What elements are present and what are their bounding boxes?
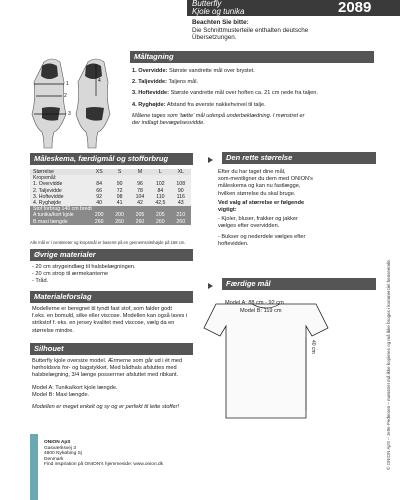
para-line: Efter du har taget dine mål, [218,169,286,175]
cell: 43 [177,199,184,206]
section-title-faerdige-maal: Færdige mål [222,278,376,290]
cell: 210 [176,212,186,219]
measure-label: 1. Overvidde: [132,68,168,74]
table-row [30,219,191,225]
cell: 116 [176,193,185,200]
footer-stripe [30,434,38,500]
text-line: f.eks. en bomuld, silke eller viscose. Modellen kan også laves i [32,313,188,320]
silhouet-text [32,358,202,411]
size-table [30,169,191,225]
para-line: hvilken størrelse du skal bruge. [218,190,296,197]
row-label: A tunika/kort kjole [33,212,74,219]
cell: 66 [96,187,103,194]
cell: 110 [156,193,165,200]
cell: 260 [135,218,145,225]
cell: 92 [96,193,103,200]
section-title-maaltagning: Måltagning [130,51,374,63]
cell: 90 [116,181,123,188]
cell: 205 [135,212,145,219]
body-figures [30,52,122,162]
table-header: Størrelse [33,169,55,175]
bullet-line: hoftevidden. [218,240,249,247]
cell: 72 [116,187,123,194]
note-line: Målene tages som 'tætte' mål udenpå underbeklædning. I mønstret er [132,112,305,119]
city: 4800 Nykøbing Sj [44,451,82,457]
table-header: L [158,169,162,175]
cell: 42 [137,199,143,206]
section-title-rette-stoerrelse: Den rette størrelse [222,152,376,164]
arrow-icon [208,157,213,163]
arrow-icon [208,283,213,289]
cell: 102 [156,181,165,188]
company-name: ONION ApS [44,440,71,445]
country: Denmark [44,456,64,462]
cell: 84 [96,181,103,188]
note-line: der indlagt bevægelsesvidde. [132,120,205,127]
text-line: hørholdsvis for- og bagstykket. Med bådhals afsluttes med [32,365,177,372]
maaltagning-list [132,68,377,127]
cell: 96 [137,181,143,188]
bullet-line: - Kjoler, bluser, frakker og jakker [218,216,298,223]
cell: 40 [96,199,103,206]
cell: 260 [94,218,104,225]
list-item: - Tråd. [32,278,49,285]
table-header: M [137,169,143,175]
text-line: Model B: Maxi længde. [32,391,90,398]
cell: 260 [115,218,124,225]
rette-stoerrelse-text [218,169,378,248]
measure-text: Afstand fra øverste nakkehvirvel til talje. [166,101,266,108]
cell: 108 [176,181,186,188]
group-label: Kropsmål: [33,175,57,182]
row-label: 2. Taljevidde [33,187,62,194]
para-line: vigtigt: [218,207,237,214]
cell: 98 [116,193,123,200]
text-line: Modellen er meget enkelt og sy og er perfekt til lette stoffer! [32,404,180,411]
table-header: XS [95,169,103,175]
cell: 260 [156,218,165,225]
cell: 200 [94,212,104,219]
para-line: som-mentligner du dem med ONION's [218,176,313,183]
measure-text: Største vandrette mål over brystet. [169,68,255,74]
table-header: XL [177,169,184,175]
body-figure-icon [30,52,122,162]
cell: 41 [116,199,123,206]
row-label: B maxi længde [33,218,68,225]
cell: 104 [135,193,145,200]
notice [192,19,332,42]
cell: 42,5 [155,199,166,206]
figure-mark-3: 3 [68,111,71,117]
measure-text: Største vandrette mål over hoften ca. 21 cm nede fra taljen. [170,90,318,97]
website: Find inspiration på ONION's hjemmeside: www.onion.dk [44,462,164,468]
measure-item [132,68,377,75]
measure-item [132,79,377,86]
cell: 200 [115,212,124,219]
text-line: halsbelægning, 3/4 længe posserrner afsluttet med ribkant. [32,372,179,379]
measure-label: 3. Hoftevidde: [132,90,169,97]
measure-item [132,90,377,97]
measure-note [132,113,377,127]
row-label: 4. Ryghøjde [33,199,61,206]
text-line: Butterfly kjole oversize model. Ærmerne som går ud i ét med [32,358,183,364]
cell: 84 [157,187,164,194]
street: Gasværksvej 3 [44,445,76,451]
text-line: Modellerne er beregnet til tyndt fast stof, som falder godt [32,306,172,312]
garment-sketch-icon [202,298,330,422]
para-line: Ved valg af størrelse er følgende [218,199,305,206]
model-number: 2089 [338,0,372,16]
materialeforslag-text [32,306,200,335]
pattern-title [192,0,244,16]
figure-mark-1: 1 [66,81,69,87]
measure-text: Taljens mål. [168,79,199,86]
figure-mark-2: 2 [64,93,67,99]
cell: 78 [137,187,143,194]
row-label: 3. Hoftevidde [33,193,64,200]
notice-line: Übersetzungen. [192,34,237,42]
section-title-materialeforslag: Materialeforslag [30,291,193,303]
footer-address [44,440,204,468]
text-line: strikstof f. eks. en jersey kvalitet med viscose, vælg da en [32,320,175,327]
table-header: S [117,169,122,175]
row-label: 1. Overvidde [33,181,63,188]
model-b-measure: Model B: 119 cm [240,308,282,314]
section-title-silhouet: Silhouet [30,343,193,355]
measure-label: 4. Ryghøjde: [132,101,166,108]
oevrige-list [32,264,197,286]
figure-mark-4: 4 [98,78,101,84]
notice-line: Die Schnittmusterteile enthalten deutsche [192,26,309,34]
bullet-line: vælges efter overvidden. [218,223,280,230]
bullet-line: - Bukser og nederdele vælges efter [218,233,306,240]
cell: 205 [156,212,165,219]
measure-item [132,102,377,109]
para-line: måleskema og kan nu fastlægge, [218,183,301,190]
finished-garment-sketch [202,298,330,422]
list-item: - 20 cm strop til ærmekanterne [32,271,109,278]
pattern-subtitle: Kjole og tunika [192,7,245,16]
sleeve-measure: 40 cm [310,340,316,354]
section-title-maaleskema: Måleskema, færdigmål og stofforbrug [30,153,193,165]
text-line: Model A: Tunika/kort kjole længde. [32,384,118,391]
measure-label: 2. Taljevidde: [132,79,168,86]
section-title-oevrige: Øvrige materialer [30,249,193,261]
table-footnote: Alle mål er i centimeter og kropsmål er baseret på en gennemsnitshøjde på 168 cm. [30,240,186,245]
list-item: - 20 cm strygeindlæg til halsbelægningen. [32,264,136,270]
fabric-label: Stof forbrug 140 cm bredt [33,206,92,213]
copyright-watermark: © ONION ApS – Jette Pedersen – mønstret må ikke kopieres og må ikke bruges i kommerciel henseende. [386,258,391,470]
cell: 260 [176,218,186,225]
text-line: størrelse mindre. [32,327,74,334]
model-a-measure: Model A: 88 cm - 92 cm [225,300,284,306]
brand-name: Butterfly [192,0,222,8]
notice-title: Beachten Sie bitte: [192,19,249,26]
cell: 90 [177,187,184,194]
